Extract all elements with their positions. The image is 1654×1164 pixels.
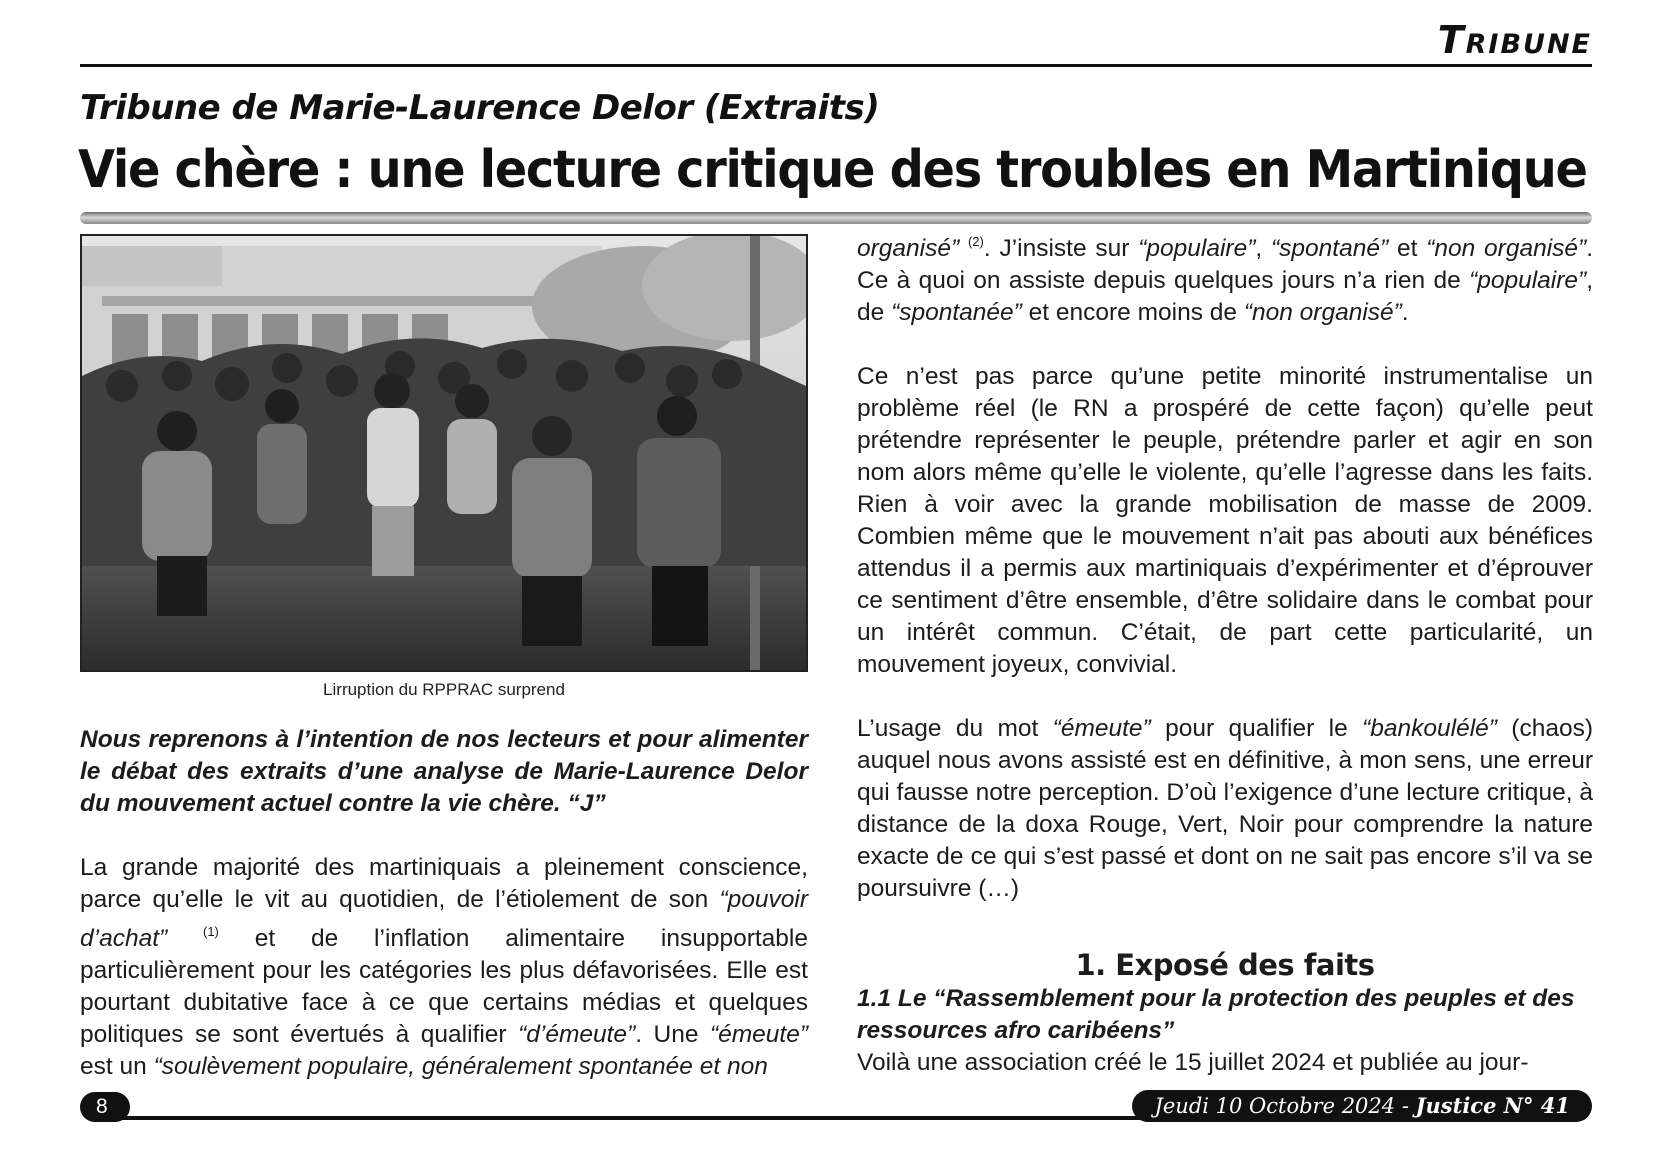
page-number: 8	[80, 1092, 130, 1122]
article-photo	[80, 234, 808, 672]
left-column	[80, 724, 808, 1083]
left-paragraph-1: La grande majorité des martiniquais a pleinement conscience, parce qu’elle le vit au quotidien, de l’étiolement de son “pouvoir d’achat” $^{(1)}$ et de l’inflation alimentaire insupportable particulièrement pour les catégories les plus défavorisées. Elle est pourtant dubitative face à ce que certains médias et quelques politiques se sont évertués à qualifier “d’émeute”. Une “émeute” est un “soulèvement populaire, généralement spontanée et non	[80, 854, 808, 1080]
footnote-ref-2: (2)	[967, 234, 984, 249]
section-title: 1. Exposé des faits	[1075, 948, 1375, 982]
right-paragraph-2: Ce n’est pas parce qu’une petite minorité instrumentalise un problème réel (le RN a prospéré de cette façon) qu’elle peut prétendre représenter le peuple, prétendre parler et agir en son nom alors même qu’elle le violente, qu’elle l’agresse dans les faits. Rien à voir avec la grande mobilisation de masse de 2009. Combien même que le mouvement n’ait pas abouti aux bénéfices attendus il a permis aux martiniquais d’expérimenter et d’éprouver ce sentiment d’être ensemble, d’être solidaire dans le combat pour un intérêt commun. C’était, de part cette particularité, un mouvement joyeux, convivial.	[857, 363, 1593, 678]
footnote-ref-1: (1)	[203, 924, 219, 939]
footer-issue	[1132, 1090, 1592, 1122]
top-rule	[80, 64, 1592, 67]
issue-date: Jeudi 10 Octobre 2024 -	[1154, 1094, 1416, 1118]
right-column	[857, 226, 1593, 1079]
subsection-title: 1.1 Le “Rassemblement pour la protection des peuples et des ressources afro caribéens”	[857, 985, 1575, 1044]
publication-name: Justice N° 41	[1415, 1093, 1570, 1118]
photo-caption: Lirruption du RPPRAC surprend	[323, 680, 565, 699]
right-paragraph-4: Voilà une association créé le 15 juillet 2024 et publiée au jour-	[857, 1049, 1529, 1076]
section-label: Tribune	[1437, 18, 1592, 62]
right-paragraph-1: organisé” $^{(2)}$. J’insiste sur “populaire”, “spontané” et “non organisé”. Ce à quoi on assiste depuis quelques jours n’a rien de “populaire”, de “spontanée” et encore moins de “non organisé”.	[857, 234, 1593, 326]
headline-rule	[80, 212, 1592, 224]
article-headline: Vie chère : une lecture critique des troubles en Martinique	[78, 140, 1587, 200]
article-kicker: Tribune de Marie-Laurence Delor (Extraits)	[80, 88, 880, 128]
right-paragraph-3: L’usage du mot “émeute” pour qualifier le “bankoulélé” (chaos) auquel nous avons assisté est en définitive, à mon sens, une erreur qui fausse notre perception. D’où l’exigence d’une lecture critique, à distance de la doxa Rouge, Vert, Noir pour comprendre la nature exacte de ce qui s’est passé et dont on ne sait pas encore s’il va se poursuivre (…)	[857, 715, 1593, 902]
article-lead: Nous reprenons à l’intention de nos lecteurs et pour alimenter le débat des extraits d’une analyse de Marie-Laurence Delor du mouvement actuel contre la vie chère. “J”	[80, 726, 808, 817]
